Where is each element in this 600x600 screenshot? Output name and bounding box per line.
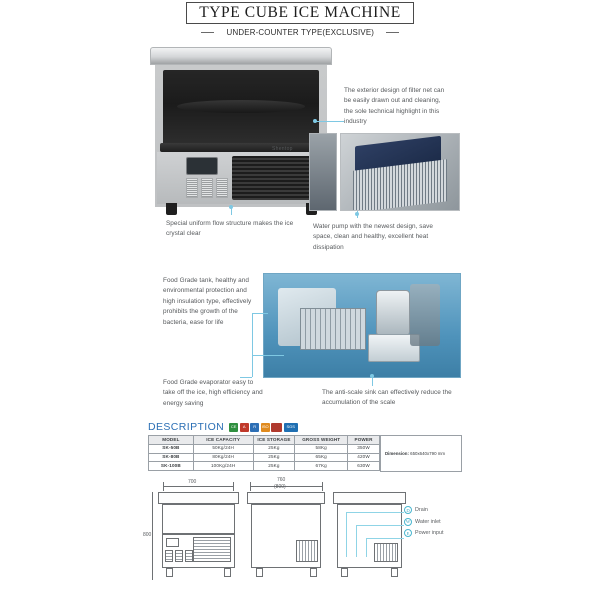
side-leg-right: [310, 568, 317, 577]
page-title: TYPE CUBE ICE MACHINE: [186, 2, 414, 24]
leader-evap-vert: [252, 355, 253, 377]
badge-a-icon: A: [240, 423, 249, 432]
cell-ice-capacity: 80Kg/24H: [193, 453, 253, 462]
dash-left-icon: [201, 32, 214, 33]
dimension-label: Dimension:: [385, 451, 409, 456]
side-top-panel: [247, 492, 325, 504]
badge-r-icon: R: [250, 423, 259, 432]
rear-leg-left: [341, 568, 348, 577]
legend-item-power-input: [404, 529, 443, 537]
callout-food-grade-tank: Food Grade tank, healthy and environmental protection and high insulation type, effectively prohibits the growth of the bacteria, ease for life: [163, 277, 252, 326]
product-photo-filter-net: [340, 133, 460, 211]
cell-gross-weight: 67Kg: [295, 462, 348, 471]
dim-line-front-height: [152, 492, 153, 580]
drawing-legend: [404, 506, 443, 541]
front-door: [162, 504, 235, 534]
dimension-box: [380, 435, 462, 472]
badge-iso-icon: ISO: [261, 423, 270, 432]
cell-ice-storage: 25Kg: [253, 444, 295, 453]
badge-generic-icon: [271, 423, 282, 432]
description-row: [148, 421, 298, 433]
path-power-input: [366, 538, 404, 539]
badge-sgs-icon: SGS: [284, 423, 298, 432]
control-panel: [186, 157, 218, 175]
cell-model: SK-80B: [149, 453, 194, 462]
rear-top-panel: [333, 492, 406, 504]
dim-line-side-depth: [250, 486, 322, 487]
front-control-panel: [166, 538, 179, 547]
cell-ice-capacity: 100Kg/24H: [193, 462, 253, 471]
callout-anti-scale-sink: The anti-scale sink can effectively reduce the accumulation of the scale: [322, 389, 452, 407]
side-leg-left: [256, 568, 263, 577]
front-leg-left: [166, 568, 173, 577]
cell-ice-storage: 25Kg: [253, 453, 295, 462]
hose: [410, 284, 440, 346]
cell-model: SK-100B: [149, 462, 194, 471]
leader-sink: [372, 378, 373, 386]
col-ice-storage: ICE STORAGE: [253, 436, 295, 445]
label-side-depth: 760: [277, 477, 286, 483]
brand-logo: Shentop: [272, 146, 293, 152]
dim-line-front-width: [163, 486, 233, 487]
label-front-width: 700: [188, 479, 197, 485]
specification-table: [148, 435, 380, 471]
callout-food-grade-evaporator: Food Grade evaporator easy to take off the ice, high efficiency and energy saving: [163, 379, 263, 407]
drain-icon: D: [404, 506, 412, 514]
product-photo-pump-detail: [309, 133, 337, 211]
table-row: [149, 444, 380, 453]
leader-dot-filter: [313, 119, 317, 123]
path-drain: [346, 512, 404, 513]
leader-dot-pump: [355, 212, 359, 216]
col-gross-weight: GROSS WEIGHT: [295, 436, 348, 445]
label-front-height: 800: [143, 532, 152, 538]
page-subtitle: UNDER-COUNTER TYPE(EXCLUSIVE): [226, 27, 374, 38]
subtitle-row: [0, 27, 600, 37]
legend-label-drain: Drain: [415, 507, 428, 513]
callout-water-pump: Water pump with the newest design, save space, clean and healthy, excellent heat dissipation: [313, 223, 433, 251]
table-row: [149, 453, 380, 462]
cell-gross-weight: 58Kg: [295, 444, 348, 453]
table-row: [149, 462, 380, 471]
power-input-icon: E: [404, 529, 412, 537]
cell-power: 350W: [348, 444, 380, 453]
callout-filter-net: The exterior design of filter net can be easily drawn out and cleaning, the sole technical highlight in this industry: [344, 87, 445, 126]
front-leg-right: [224, 568, 231, 577]
cell-gross-weight: 65Kg: [295, 453, 348, 462]
cell-power: 420W: [348, 453, 380, 462]
cell-power: 630W: [348, 462, 380, 471]
condenser-grille: [232, 156, 314, 200]
legend-label-power-input: Power input: [415, 530, 444, 536]
evaporator: [300, 308, 366, 350]
leader-dot-flow: [229, 205, 233, 209]
dimension-value: 650x640x790 mm: [410, 451, 446, 456]
callout-uniform-flow: Special uniform flow structure makes the ice crystal clear: [166, 220, 294, 238]
leader-filter-net: [316, 121, 344, 122]
certification-badges: [229, 423, 298, 432]
front-top-panel: [158, 492, 239, 504]
cell-ice-capacity: 50Kg/24H: [193, 444, 253, 453]
col-model: MODEL: [149, 436, 194, 445]
legend-item-water-inlet: [404, 518, 443, 526]
path-water-inlet: [356, 525, 404, 526]
cell-model: SK-50B: [149, 444, 194, 453]
water-inlet-icon: W: [405, 519, 411, 524]
page-header: [0, 2, 600, 37]
col-power: POWER: [348, 436, 380, 445]
water-pump: [376, 290, 410, 336]
front-grille: [193, 537, 231, 562]
dash-right-icon: [386, 32, 399, 33]
cell-ice-storage: 25Kg: [253, 462, 295, 471]
description-label: DESCRIPTION: [148, 421, 225, 433]
table-header-row: [149, 436, 380, 445]
leader-dot-sink: [370, 374, 374, 378]
product-photo-interior: [263, 273, 461, 378]
rear-grille: [374, 543, 398, 562]
legend-item-drain: [404, 506, 443, 514]
label-side-depth-alt: (800): [274, 484, 286, 490]
side-grille: [296, 540, 318, 562]
col-ice-capacity: ICE CAPACITY: [193, 436, 253, 445]
leader-evaporator: [252, 355, 284, 356]
rear-leg-right: [391, 568, 398, 577]
legend-label-water-inlet: Water inlet: [415, 518, 441, 525]
badge-ce-icon: CE: [229, 423, 238, 432]
